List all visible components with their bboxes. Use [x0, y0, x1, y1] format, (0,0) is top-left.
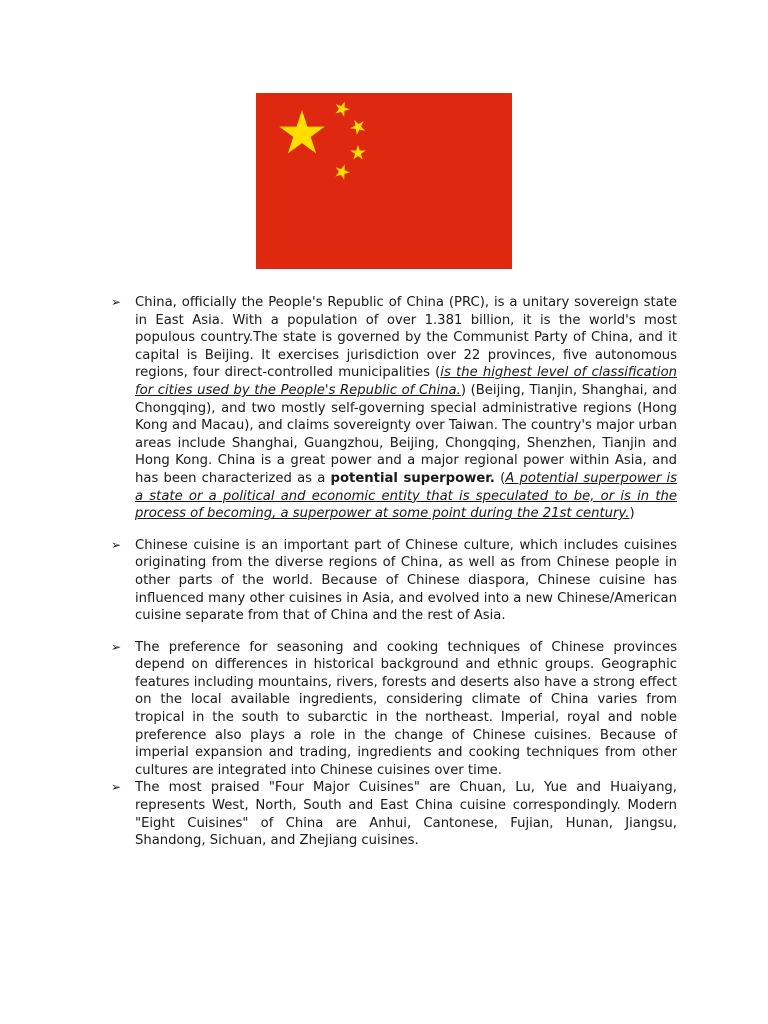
- bullet-chinese-cuisine: [111, 537, 677, 625]
- bullet-arrow-icon: ➢: [111, 780, 122, 795]
- potential-superpower-term: potential superpower.: [330, 470, 495, 486]
- municipality-definition: is the highest level of classification for cities used by the People's Republic of China.: [135, 365, 677, 398]
- document-body: [111, 294, 677, 850]
- bullet-arrow-icon: ➢: [111, 639, 122, 654]
- bullet-major-cuisines: [111, 779, 677, 849]
- china-flag-image: [256, 93, 512, 269]
- paragraph-text: ): [629, 506, 635, 522]
- bullet-arrow-icon: ➢: [111, 537, 122, 552]
- paragraph-text: ) (Beijing, Tianjin, Shanghai, and Chongqing), and two mostly self-governing special administrative regions (Hong Kong and Macau), and claims sovereignty over Taiwan. The country's major urban areas include Shanghai, Guangzhou, Beijing, Chongqing, Shenzhen, Tianjin and Hong Kong. China is a great power and a major regional power within Asia, and has been characterized as a: [135, 382, 677, 486]
- bullet-seasoning-preference: [111, 639, 677, 780]
- bullet-china-overview: [111, 294, 677, 523]
- bullet-arrow-icon: ➢: [111, 295, 122, 309]
- paragraph-text: China, officially the People's Republic of China (PRC), is a unitary sovereign state in East Asia. With a population of over 1.381 billion, it is the world's most populous country.The state is governed by the Communist Party of China, and it capital is Beijing. It exercises jurisdiction over 22 provinces, five autonomous regions, four direct-controlled municipalities (: [135, 295, 677, 381]
- paragraph-text: The most praised "Four Major Cuisines" are Chuan, Lu, Yue and Huaiyang, represents West, North, South and East China cuisine correspondingly. Modern "Eight Cuisines" of China are Anhui, Cantonese, Fujian, Hunan, Jiangsu, Shandong, Sichuan, and Zhejiang cuisines.: [135, 780, 677, 849]
- superpower-definition: A potential superpower is a state or a political and economic entity that is speculated to be, or is in the process of becoming, a superpower at some point during the 21st century.: [135, 470, 678, 522]
- flag-red-field: [256, 93, 512, 269]
- paragraph-text: (: [494, 470, 506, 486]
- paragraph-text: Chinese cuisine is an important part of Chinese culture, which includes cuisines originating from the diverse regions of China, as well as from Chinese people in other parts of the world. Because of Chinese diaspora, Chinese cuisine has influenced many other cuisines in Asia, and evolved into a new Chinese/American cuisine separate from that of China and the rest of Asia.: [135, 537, 677, 624]
- paragraph-text: The preference for seasoning and cooking techniques of Chinese provinces depend on differences in historical background and ethnic groups. Geographic features including mountains, rivers, forests and deserts also have a strong effect on the local available ingredients, considering climate of China varies from tropical in the south to subarctic in the northeast. Imperial, royal and noble preference also plays a role in the change of Chinese cuisines. Because of imperial expansion and trading, ingredients and cooking techniques from other cultures are integrated into Chinese cuisines over time.: [135, 639, 677, 778]
